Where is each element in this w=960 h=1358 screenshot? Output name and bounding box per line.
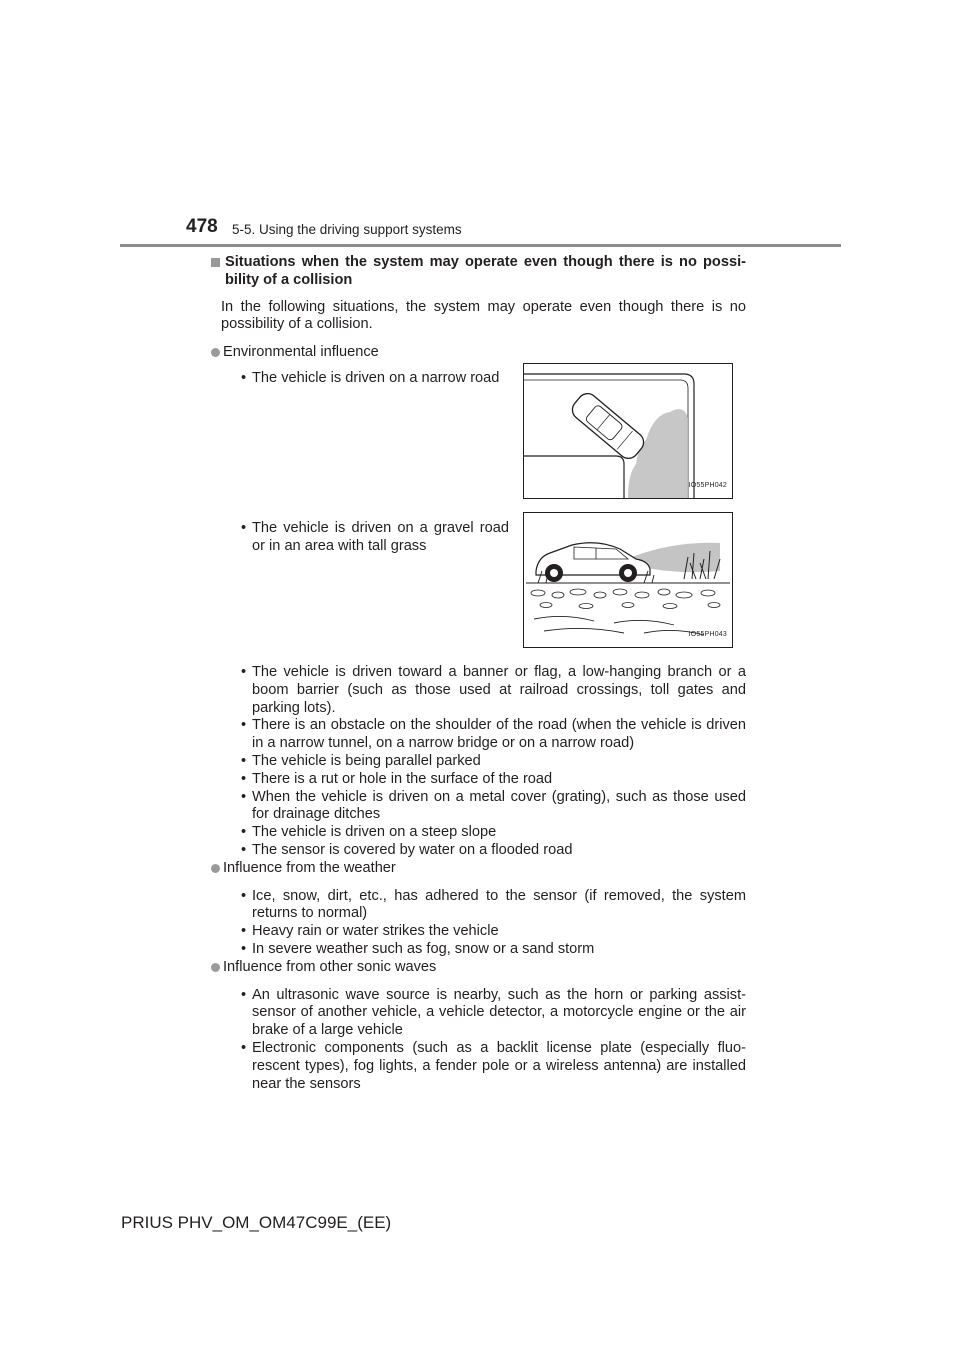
- list-item-text: The vehicle is driven on a gravel road or in an area with tall grass: [252, 519, 509, 554]
- main-content: [211, 251, 746, 1093]
- list-item-text: In severe weather such as fog, snow or a sand storm: [252, 940, 595, 957]
- list-item: [241, 842, 746, 860]
- list-item-text: Heavy rain or water strikes the vehicle: [252, 923, 499, 940]
- list-item: [241, 753, 746, 771]
- bullet-icon: •: [241, 940, 247, 957]
- bullet-icon: •: [241, 841, 247, 858]
- circle-bullet-icon: [211, 348, 220, 357]
- category-sonic: [211, 959, 746, 977]
- list-item-text: When the vehicle is driven on a metal cover (grating), such as those used for drainage ditches: [252, 788, 746, 823]
- intro-paragraph: In the following situations, the system may operate even though there is no possibility of a collision.: [221, 298, 746, 333]
- list-item-text: The vehicle is driven toward a banner or flag, a low-hanging branch or a boom barrier (such as those used at railroad crossings, toll gates and parking lots).: [252, 663, 746, 716]
- figure-caption: [241, 370, 509, 388]
- square-bullet-icon: [211, 258, 220, 267]
- circle-bullet-icon: [211, 864, 220, 873]
- narrow-road-illustration: [523, 363, 733, 499]
- bullet-icon: •: [241, 770, 247, 787]
- list-item-text: Ice, snow, dirt, etc., has adhered to the sensor (if removed, the system returns to normal): [252, 887, 746, 922]
- environmental-list: [211, 664, 746, 860]
- bullet-icon: •: [241, 717, 247, 734]
- section-heading: [211, 254, 746, 290]
- list-item: [241, 888, 746, 924]
- sonic-list: [211, 987, 746, 1094]
- list-item-text: The sensor is covered by water on a flooded road: [252, 841, 573, 858]
- list-item: [241, 664, 746, 717]
- list-item-text: The vehicle is being parallel parked: [252, 752, 481, 769]
- bullet-icon: •: [241, 824, 247, 841]
- list-item-text: The vehicle is driven on a narrow road: [252, 369, 500, 386]
- list-item: [241, 717, 746, 753]
- list-item-text: There is a rut or hole in the surface of the road: [252, 770, 553, 787]
- section-heading-text: Situations when the system may operate even though there is no possi-bility of a collision: [225, 254, 746, 288]
- list-item-text: Electronic components (such as a backlit license plate (especially fluo-rescent types), fog lights, a fender pole or a wireless antenna) are installed near the sensors: [252, 1039, 746, 1092]
- bullet-icon: •: [241, 752, 247, 769]
- footer-doc-code: PRIUS PHV_OM_OM47C99E_(EE): [121, 1213, 392, 1232]
- bullet-icon: •: [241, 519, 247, 536]
- category-label: Influence from other sonic waves: [223, 958, 437, 975]
- category-weather: [211, 860, 746, 878]
- figure-row-gravel-road: [211, 512, 746, 662]
- list-item: [241, 941, 746, 959]
- figure-row-narrow-road: [211, 362, 746, 512]
- figure-code: IO55PH042: [688, 482, 727, 490]
- gravel-road-illustration: [523, 512, 733, 648]
- list-item: [241, 370, 509, 388]
- category-label: Influence from the weather: [223, 859, 396, 876]
- list-item-text: An ultrasonic wave source is nearby, such as the horn or parking assist-sensor of another vehicle, a vehicle detector, a motorcycle engine or the air brake of a large vehicle: [252, 986, 746, 1039]
- list-item: [241, 987, 746, 1040]
- bullet-icon: •: [241, 369, 247, 386]
- figure-code: IO55PH043: [688, 631, 727, 639]
- circle-bullet-icon: [211, 963, 220, 972]
- weather-list: [211, 888, 746, 959]
- list-item: [241, 1040, 746, 1093]
- section-header-title: 5-5. Using the driving support systems: [232, 222, 462, 237]
- bullet-icon: •: [241, 788, 247, 805]
- list-item-text: The vehicle is driven on a steep slope: [252, 824, 497, 841]
- list-item: [241, 789, 746, 825]
- bullet-icon: •: [241, 1039, 247, 1056]
- bullet-icon: •: [241, 923, 247, 940]
- figure-caption: [241, 520, 509, 556]
- list-item: [241, 771, 746, 789]
- header-divider: [120, 244, 841, 247]
- category-environmental: [211, 344, 746, 362]
- page-number: 478: [186, 216, 218, 237]
- category-label: Environmental influence: [223, 344, 379, 361]
- bullet-icon: •: [241, 986, 247, 1003]
- bullet-icon: •: [241, 887, 247, 904]
- list-item: [241, 520, 509, 556]
- bullet-icon: •: [241, 663, 247, 680]
- list-item: [241, 923, 746, 941]
- list-item-text: There is an obstacle on the shoulder of the road (when the vehicle is driven in a narrow tunnel, on a narrow bridge or on a narrow road): [252, 717, 746, 752]
- list-item: [241, 824, 746, 842]
